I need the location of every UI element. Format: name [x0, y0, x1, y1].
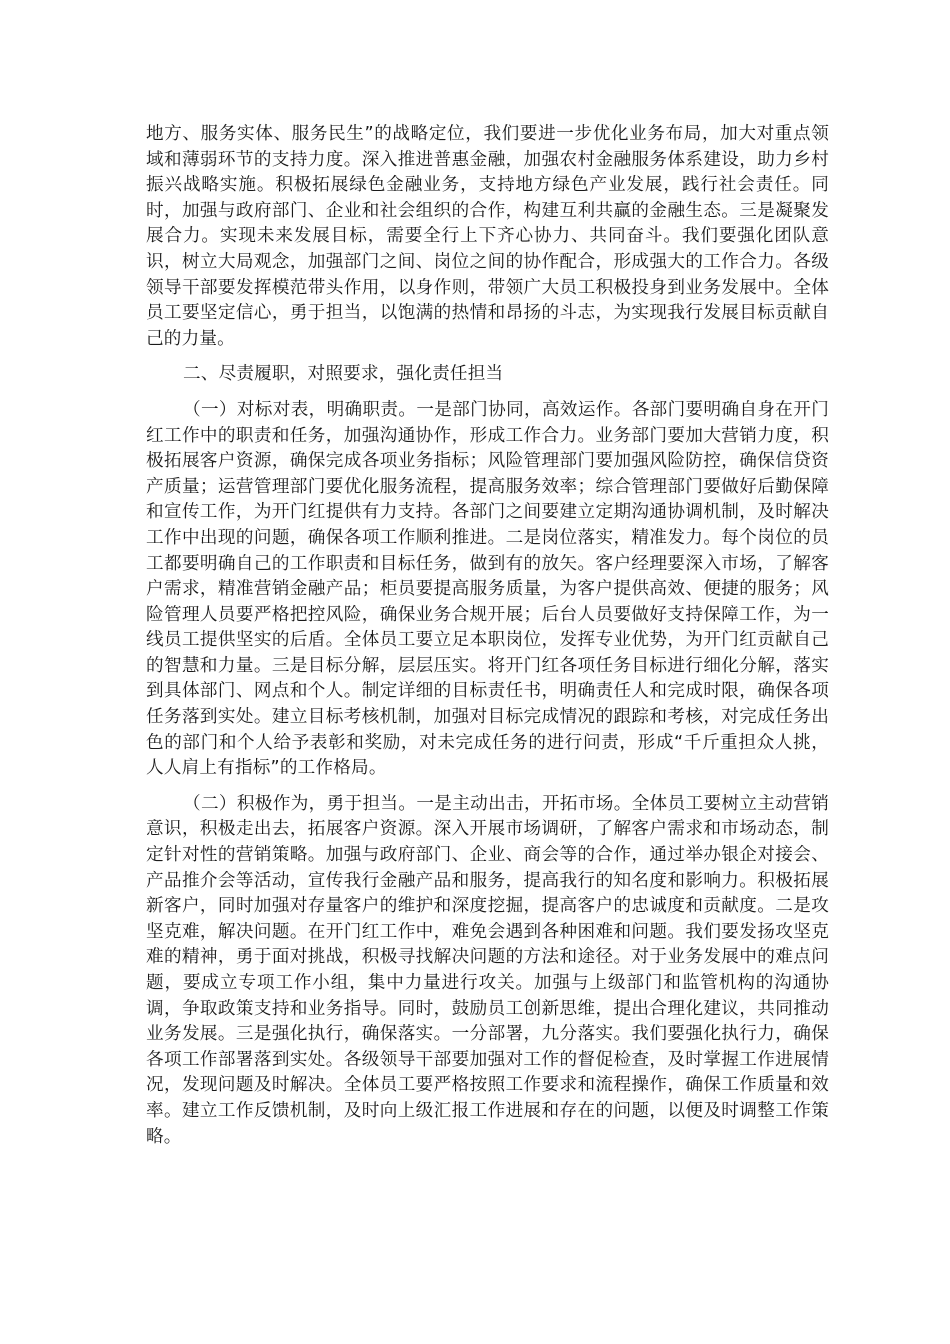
- section-heading: 二、尽责履职，对照要求，强化责任担当: [183, 364, 504, 385]
- paragraph-continued: 地方、服务实体、服务民生”的战略定位，我们要进一步优化业务布局，加大对重点领域和薄弱环节的支持力度。深入推进普惠金融，加强农村金融服务体系建设，助力乡村振兴战略实施。积极拓展绿色金融业务，支持地方绿色产业发展，践行社会责任。同时，加强与政府部门、企业和社会组织的合作，构建互利共赢的金融生态。三是凝聚发展合力。实现未来发展目标，需要全行上下齐心协力、共同奋斗。我们要强化团队意识，树立大局观念，加强部门之间、岗位之间的协作配合，形成强大的工作合力。各级领导干部要发挥模范带头作用，以身作则，带领广大员工积极投身到业务发展中。全体员工要坚定信心，勇于担当，以饱满的热情和昂扬的斗志，为实现我行发展目标贡献自己的力量。: [146, 124, 829, 349]
- document-page: [146, 122, 829, 1160]
- paragraph-2: （二）积极作为，勇于担当。一是主动出击，开拓市场。全体员工要树立主动营销意识，积极走出去，拓展客户资源。深入开展市场调研，了解客户需求和市场动态，制定针对性的营销策略。加强与政府部门、企业、商会等的合作，通过举办银企对接会、产品推介会等活动，宣传我行金融产品和服务，提高我行的知名度和影响力。积极拓展新客户，同时加强对存量客户的维护和深度挖掘，提高客户的忠诚度和贡献度。二是攻坚克难，解决问题。在开门红工作中，难免会遇到各种困难和问题。我们要发扬攻坚克难的精神，勇于面对挑战，积极寻找解决问题的方法和途径。对于业务发展中的难点问题，要成立专项工作小组，集中力量进行攻关。加强与上级部门和监管机构的沟通协调，争取政策支持和业务指导。同时，鼓励员工创新思维，提出合理化建议，共同推动业务发展。三是强化执行，确保落实。一分部署，九分落实。我们要强化执行力，确保各项工作部署落到实处。各级领导干部要加强对工作的督促检查，及时掌握工作进展情况，发现问题及时解决。全体员工要严格按照工作要求和流程操作，确保工作质量和效率。建立工作反馈机制，及时向上级汇报工作进展和存在的问题，以便及时调整工作策略。: [146, 793, 829, 1147]
- paragraph-1: （一）对标对表，明确职责。一是部门协同，高效运作。各部门要明确自身在开门红工作中的职责和任务，加强沟通协作，形成工作合力。业务部门要加大营销力度，积极拓展客户资源，确保完成各项业务指标；风险管理部门要加强风险防控，确保信贷资产质量；运营管理部门要优化服务流程，提高服务效率；综合管理部门要做好后勤保障和宣传工作，为开门红提供有力支持。各部门之间要建立定期沟通协调机制，及时解决工作中出现的问题，确保各项工作顺利推进。二是岗位落实，精准发力。每个岗位的员工都要明确自己的工作职责和目标任务，做到有的放矢。客户经理要深入市场，了解客户需求，精准营销金融产品；柜员要提高服务质量，为客户提供高效、便捷的服务；风险管理人员要严格把控风险，确保业务合规开展；后台人员要做好支持保障工作，为一线员工提供坚实的后盾。全体员工要立足本职岗位，发挥专业优势，为开门红贡献自己的智慧和力量。三是目标分解，层层压实。将开门红各项任务目标进行细化分解，落实到具体部门、网点和个人。制定详细的目标责任书，明确责任人和完成时限，确保各项任务落到实处。建立目标考核机制，加强对目标完成情况的跟踪和考核，对完成任务出色的部门和个人给予表彰和奖励，对未完成任务的进行问责，形成“千斤重担众人挑，人人肩上有指标”的工作格局。: [146, 399, 829, 779]
